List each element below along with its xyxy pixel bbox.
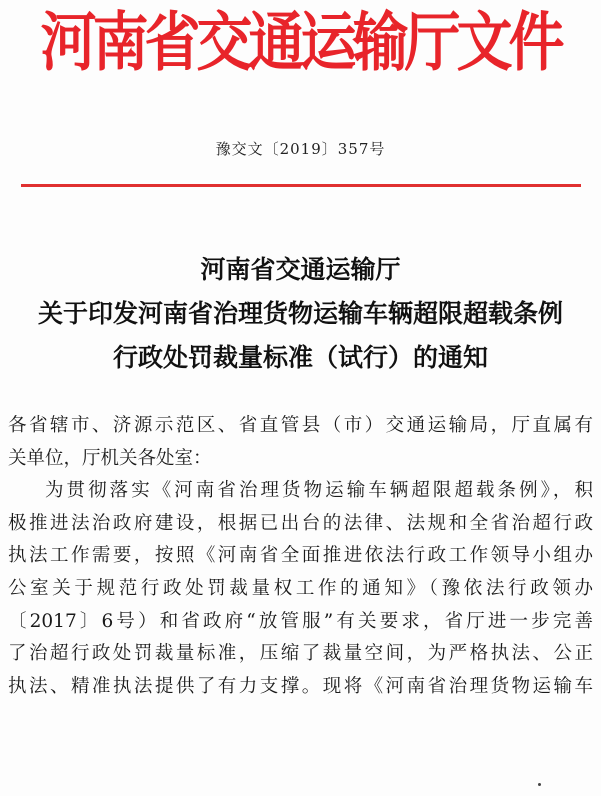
- title-line-1: 河南省交通运输厅: [200, 255, 401, 284]
- paragraph-line-1: 为贯彻落实《河南省治理货物运输车辆超限超载条例》，积: [45, 480, 593, 502]
- title-line-2: 关于印发河南省治理货物运输车辆超限超载条例: [37, 299, 563, 328]
- addressee-line-2: 关单位，厅机关各处室：: [8, 447, 212, 469]
- document-number: 豫交文〔2019〕357号: [215, 140, 386, 158]
- red-divider-line: [21, 184, 581, 187]
- scan-speck: [538, 783, 541, 786]
- paragraph-line-2: 极推进法治政府建设，根据已出台的法律、法规和全省治超行政: [8, 512, 593, 534]
- title-line-3: 行政处罚裁量标准（试行）的通知: [112, 343, 488, 372]
- addressee-line-1: 各省辖市、济源示范区、省直管县（市）交通运输局，厅直属有: [8, 415, 593, 436]
- paragraph-line-3: 执法工作需要，按照《河南省全面推进依法行政工作领导小组办: [8, 545, 593, 567]
- paragraph-line-6: 了治超行政处罚裁量标准，压缩了裁量空间，为严格执法、公正: [8, 643, 593, 665]
- paragraph-line-7: 执法、精准执法提供了有力支撑。现将《河南省治理货物运输车: [8, 675, 593, 697]
- masthead-title: 河南省交通运输厅文件: [40, 6, 561, 81]
- paragraph-line-5: 〔2017〕6号）和省政府“放管服”有关要求，省厅进一步完善: [8, 610, 593, 632]
- document-body: [8, 410, 593, 703]
- paragraph-line-4: 公室关于规范行政处罚裁量权工作的通知》（豫依法行政领办: [8, 577, 593, 599]
- notice-title: [0, 248, 601, 380]
